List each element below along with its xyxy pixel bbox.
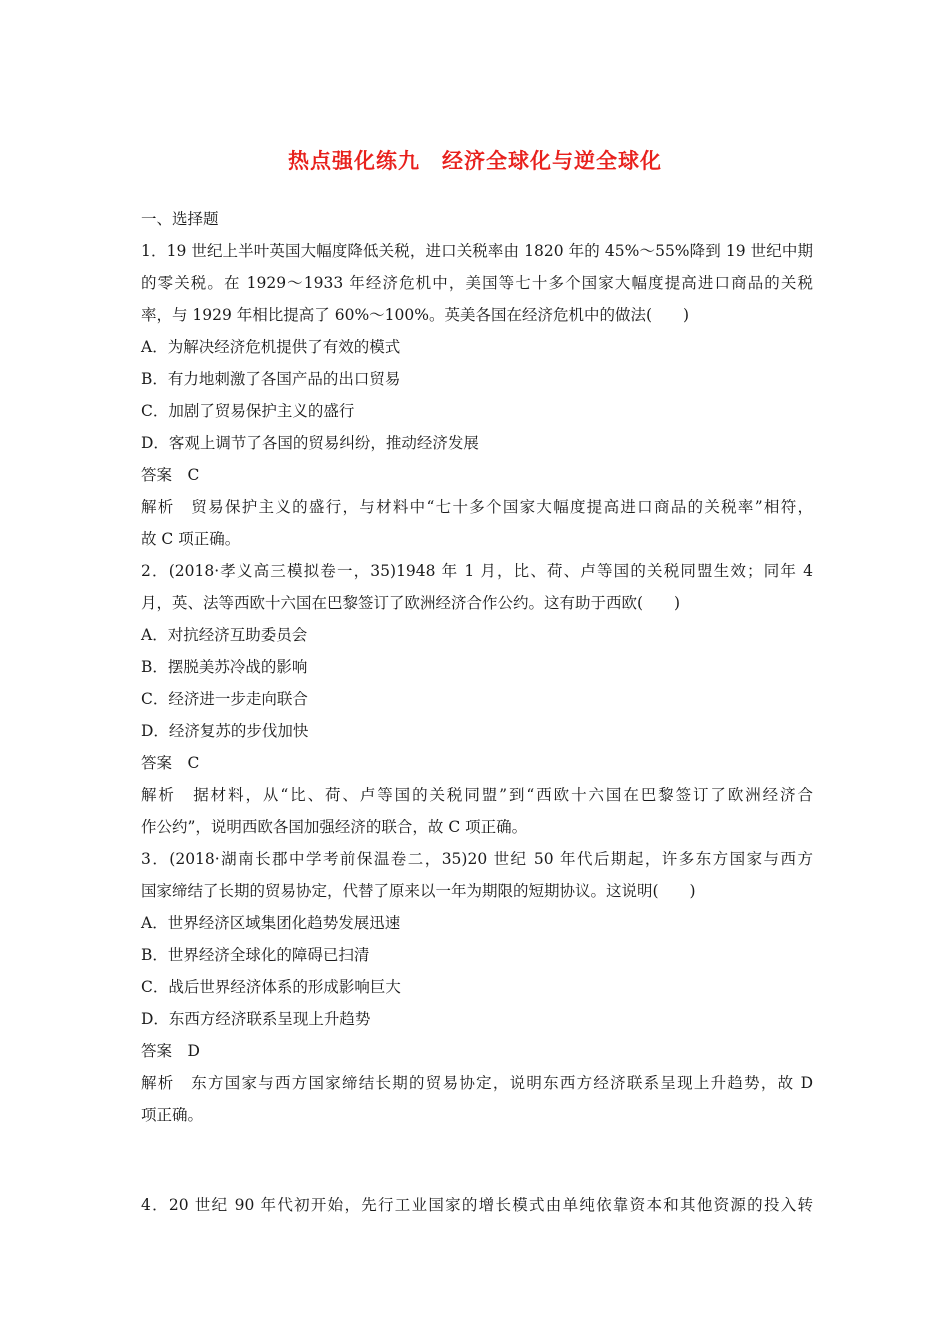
question-2	[141, 555, 813, 843]
question-stem-line: 4．20 世纪 90 年代初开始，先行工业国家的增长模式由单纯依靠资本和其他资源的投入转	[141, 1196, 813, 1214]
section-heading: 一、选择题	[141, 210, 219, 228]
analysis-line: 解析 东方国家与西方国家缔结长期的贸易协定，说明东西方经济联系呈现上升趋势，故 D	[141, 1074, 813, 1092]
analysis-line: 故 C 项正确。	[141, 530, 241, 548]
option-d: D．客观上调节了各国的贸易纠纷，推动经济发展	[141, 434, 479, 452]
question-stem-line: 率，与 1929 年相比提高了 60%～100%。英美各国在经济危机中的做法( )	[141, 306, 690, 324]
option-b: B．摆脱美苏冷战的影响	[141, 658, 308, 676]
option-d: D．经济复苏的步伐加快	[141, 722, 309, 740]
question-stem-line: 3．(2018·湖南长郡中学考前保温卷二，35)20 世纪 50 年代后期起，许多东方国家与西方	[141, 850, 813, 868]
page-title: 热点强化练九 经济全球化与逆全球化	[288, 149, 662, 173]
option-a: A．世界经济区域集团化趋势发展迅速	[141, 914, 401, 932]
analysis-line: 解析 据材料，从“比、荷、卢等国的关税同盟”到“西欧十六国在巴黎签订了欧洲经济合	[141, 786, 813, 804]
page-spacer	[141, 1131, 813, 1189]
answer: 答案 C	[141, 754, 200, 772]
option-a: A．为解决经济危机提供了有效的模式	[141, 338, 401, 356]
question-stem-line: 1．19 世纪上半叶英国大幅度降低关税，进口关税率由 1820 年的 45%～55%降到 19 世纪中期	[141, 242, 813, 260]
question-stem-line: 的零关税。在 1929～1933 年经济危机中，美国等七十多个国家大幅度提高进口商品的关税	[141, 274, 813, 292]
question-stem-line: 月，英、法等西欧十六国在巴黎签订了欧洲经济合作公约。这有助于西欧( )	[141, 594, 681, 612]
option-b: B．有力地刺激了各国产品的出口贸易	[141, 370, 401, 388]
option-d: D．东西方经济联系呈现上升趋势	[141, 1010, 371, 1028]
option-a: A．对抗经济互助委员会	[141, 626, 308, 644]
document-body	[141, 203, 813, 1221]
answer: 答案 D	[141, 1042, 200, 1060]
question-3	[141, 843, 813, 1131]
analysis-line: 解析 贸易保护主义的盛行，与材料中“七十多个国家大幅度提高进口商品的关税率”相符，	[141, 498, 813, 516]
question-1	[141, 235, 813, 555]
option-c: C．经济进一步走向联合	[141, 690, 308, 708]
option-c: C．战后世界经济体系的形成影响巨大	[141, 978, 401, 996]
option-b: B．世界经济全球化的障碍已扫清	[141, 946, 370, 964]
option-c: C．加剧了贸易保护主义的盛行	[141, 402, 355, 420]
answer: 答案 C	[141, 466, 200, 484]
question-4	[141, 1189, 813, 1221]
question-stem-line: 2．(2018·孝义高三模拟卷一，35)1948 年 1 月，比、荷、卢等国的关税同盟生效；同年 4	[141, 562, 813, 580]
analysis-line: 项正确。	[141, 1106, 204, 1124]
question-stem-line: 国家缔结了长期的贸易协定，代替了原来以一年为期限的短期协议。这说明( )	[141, 882, 696, 900]
analysis-line: 作公约”，说明西欧各国加强经济的联合，故 C 项正确。	[141, 818, 528, 836]
